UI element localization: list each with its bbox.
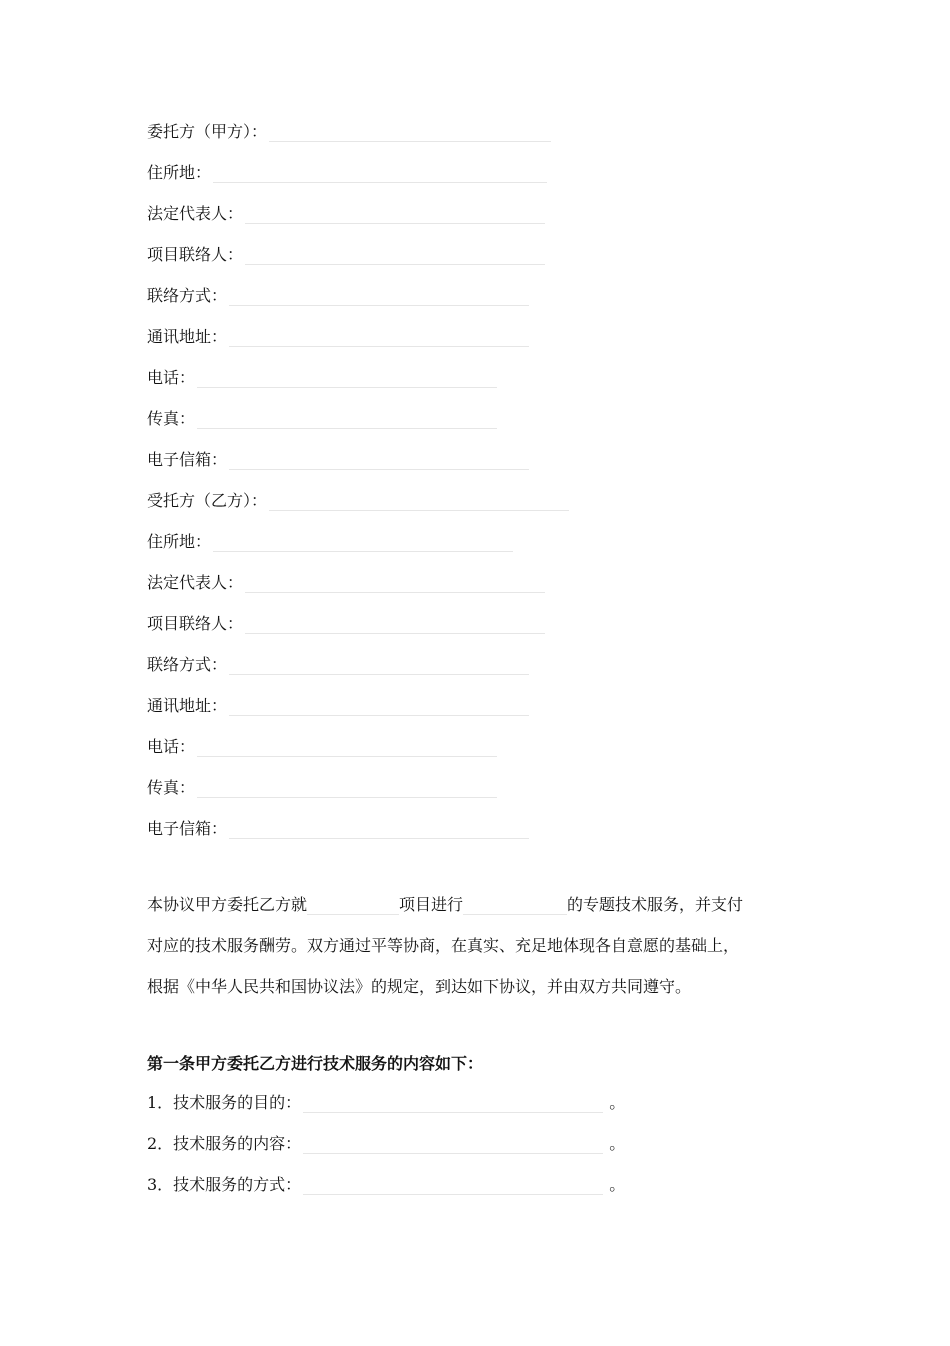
party-b-fax-blank[interactable]	[197, 779, 497, 798]
party-b-contact-person-label: 项目联络人：	[147, 614, 244, 633]
party-a-contact-method-row	[147, 280, 529, 306]
article-1-heading: 第一条甲方委托乙方进行技术服务的内容如下：	[147, 1054, 484, 1073]
article-1-item-1-label: 1．技术服务的目的：	[147, 1093, 302, 1112]
party-a-fax-label: 传真：	[147, 409, 196, 428]
party-b-phone-blank[interactable]	[197, 738, 497, 757]
party-a-name-blank[interactable]	[269, 123, 551, 142]
party-a-phone-row	[147, 362, 497, 388]
party-a-address-label: 住所地：	[147, 163, 212, 182]
party-a-contact-method-blank[interactable]	[229, 287, 529, 306]
service-method-blank[interactable]	[303, 1176, 603, 1195]
party-b-fax-label: 传真：	[147, 778, 196, 797]
party-b-contact-method-row	[147, 649, 529, 675]
party-b-mail-address-blank[interactable]	[229, 697, 529, 716]
party-b-title-row	[147, 485, 569, 511]
party-b-email-blank[interactable]	[229, 820, 529, 839]
party-b-contact-method-label: 联络方式：	[147, 655, 228, 674]
party-a-title-label: 委托方（甲方）：	[147, 122, 268, 141]
party-a-email-row	[147, 444, 529, 470]
party-a-email-blank[interactable]	[229, 451, 529, 470]
project-name-blank[interactable]	[307, 896, 399, 915]
party-b-address-label: 住所地：	[147, 532, 212, 551]
party-a-mail-address-blank[interactable]	[229, 328, 529, 347]
party-a-contact-person-row	[147, 239, 545, 265]
party-b-contact-method-blank[interactable]	[229, 656, 529, 675]
party-a-mail-address-label: 通讯地址：	[147, 327, 228, 346]
intro-line-1	[147, 895, 797, 915]
party-a-email-label: 电子信箱：	[147, 450, 228, 469]
party-a-address-blank[interactable]	[213, 164, 547, 183]
party-b-fax-row	[147, 772, 497, 798]
party-b-name-blank[interactable]	[269, 492, 569, 511]
party-b-title-label: 受托方（乙方）：	[147, 491, 268, 510]
party-b-address-row	[147, 526, 513, 552]
article-1-item-3-end: 。	[609, 1175, 626, 1194]
service-topic-blank[interactable]	[463, 896, 567, 915]
intro-line-3: 根据《中华人民共和国协议法》的规定，到达如下协议，并由双方共同遵守。	[147, 977, 692, 996]
party-b-contact-person-row	[147, 608, 545, 634]
article-1-item-3	[147, 1173, 625, 1195]
party-b-mail-address-label: 通讯地址：	[147, 696, 228, 715]
party-b-legal-rep-row	[147, 567, 545, 593]
intro-line-2: 对应的技术服务酬劳。双方通过平等协商，在真实、充足地体现各自意愿的基础上，	[147, 936, 740, 955]
party-b-legal-rep-blank[interactable]	[245, 574, 545, 593]
party-a-address-row	[147, 157, 547, 183]
article-1-item-1	[147, 1091, 625, 1113]
party-b-phone-label: 电话：	[147, 737, 196, 756]
party-b-mail-address-row	[147, 690, 529, 716]
service-content-blank[interactable]	[303, 1135, 603, 1154]
party-a-contact-person-blank[interactable]	[245, 246, 545, 265]
party-a-legal-rep-label: 法定代表人：	[147, 204, 244, 223]
party-b-phone-row	[147, 731, 497, 757]
party-b-contact-person-blank[interactable]	[245, 615, 545, 634]
intro-line-1-part-1: 本协议甲方委托乙方就	[147, 895, 308, 914]
party-a-mail-address-row	[147, 321, 529, 347]
party-b-email-row	[147, 813, 529, 839]
party-b-legal-rep-label: 法定代表人：	[147, 573, 244, 592]
article-1-item-1-end: 。	[609, 1093, 626, 1112]
party-a-fax-row	[147, 403, 497, 429]
party-b-address-blank[interactable]	[213, 533, 513, 552]
party-a-phone-blank[interactable]	[197, 369, 497, 388]
party-a-legal-rep-row	[147, 198, 545, 224]
intro-line-1-part-2: 项目进行	[399, 895, 464, 914]
service-purpose-blank[interactable]	[303, 1094, 603, 1113]
party-a-title-row	[147, 116, 551, 142]
party-a-legal-rep-blank[interactable]	[245, 205, 545, 224]
party-a-contact-method-label: 联络方式：	[147, 286, 228, 305]
article-1-item-2-label: 2．技术服务的内容：	[147, 1134, 302, 1153]
article-1-item-2-end: 。	[609, 1134, 626, 1153]
article-1-item-3-label: 3．技术服务的方式：	[147, 1175, 302, 1194]
party-a-fax-blank[interactable]	[197, 410, 497, 429]
party-b-email-label: 电子信箱：	[147, 819, 228, 838]
party-a-phone-label: 电话：	[147, 368, 196, 387]
article-1-item-2	[147, 1132, 625, 1154]
intro-line-1-part-3: 的专题技术服务，并支付	[567, 895, 744, 914]
party-a-contact-person-label: 项目联络人：	[147, 245, 244, 264]
